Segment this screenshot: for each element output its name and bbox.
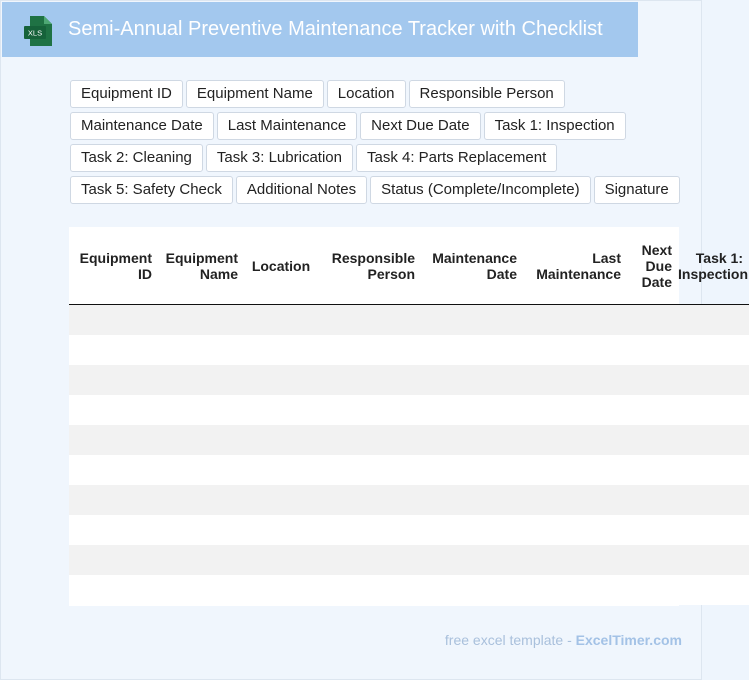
table-cell[interactable] <box>523 575 627 605</box>
table-cell[interactable] <box>158 485 244 515</box>
table-row <box>69 365 749 395</box>
table-cell[interactable] <box>421 485 523 515</box>
table-cell[interactable] <box>421 335 523 365</box>
table-row <box>69 305 749 336</box>
table-cell[interactable] <box>421 395 523 425</box>
field-chip: Next Due Date <box>360 112 480 140</box>
page-title: Semi-Annual Preventive Maintenance Tracker with Checklist <box>68 18 603 40</box>
table-cell[interactable] <box>324 485 421 515</box>
table-cell[interactable] <box>69 365 158 395</box>
table-cell[interactable] <box>158 365 244 395</box>
field-chip: Task 1: Inspection <box>484 112 626 140</box>
table-cell[interactable] <box>69 455 158 485</box>
table-cell[interactable] <box>678 545 749 575</box>
footer-brand-link[interactable]: ExcelTimer.com <box>575 632 682 648</box>
table-cell[interactable] <box>244 335 324 365</box>
table-cell[interactable] <box>627 335 678 365</box>
table-cell[interactable] <box>627 365 678 395</box>
table-cell[interactable] <box>244 455 324 485</box>
table-cell[interactable] <box>158 395 244 425</box>
table-cell[interactable] <box>324 335 421 365</box>
table-cell[interactable] <box>324 575 421 605</box>
column-header: Next Due Date <box>627 227 678 305</box>
field-chip: Signature <box>594 176 680 204</box>
table-cell[interactable] <box>627 305 678 336</box>
table-cell[interactable] <box>69 395 158 425</box>
table-cell[interactable] <box>69 485 158 515</box>
table-cell[interactable] <box>158 545 244 575</box>
table-row <box>69 335 749 365</box>
table-cell[interactable] <box>158 515 244 545</box>
field-chip: Task 3: Lubrication <box>206 144 353 172</box>
table-cell[interactable] <box>678 455 749 485</box>
table-cell[interactable] <box>244 515 324 545</box>
table-row <box>69 455 749 485</box>
table-cell[interactable] <box>158 335 244 365</box>
table-cell[interactable] <box>158 305 244 336</box>
table-cell[interactable] <box>244 305 324 336</box>
table-cell[interactable] <box>678 425 749 455</box>
table-cell[interactable] <box>523 395 627 425</box>
footer-credit <box>1 632 682 648</box>
table-cell[interactable] <box>158 425 244 455</box>
table-cell[interactable] <box>627 485 678 515</box>
table-cell[interactable] <box>244 545 324 575</box>
table-cell[interactable] <box>324 305 421 336</box>
table-body <box>69 305 749 606</box>
table-cell[interactable] <box>627 395 678 425</box>
table-cell[interactable] <box>324 455 421 485</box>
table-cell[interactable] <box>421 425 523 455</box>
tracker-table <box>69 227 749 605</box>
table-cell[interactable] <box>627 575 678 605</box>
table-row <box>69 515 749 545</box>
table-cell[interactable] <box>421 455 523 485</box>
title-banner <box>2 2 638 57</box>
field-chip: Task 5: Safety Check <box>70 176 233 204</box>
table-cell[interactable] <box>678 515 749 545</box>
table-cell[interactable] <box>421 305 523 336</box>
field-chip: Task 2: Cleaning <box>70 144 203 172</box>
field-chip: Task 4: Parts Replacement <box>356 144 557 172</box>
table-cell[interactable] <box>523 335 627 365</box>
table-cell[interactable] <box>523 485 627 515</box>
excel-file-icon <box>24 16 52 46</box>
table-cell[interactable] <box>69 575 158 605</box>
table-row <box>69 395 749 425</box>
table-cell[interactable] <box>69 335 158 365</box>
excel-icon-label: XLS <box>27 28 43 38</box>
table-cell[interactable] <box>678 365 749 395</box>
tracker-table-container <box>69 227 749 606</box>
table-cell[interactable] <box>627 425 678 455</box>
table-cell[interactable] <box>678 305 749 336</box>
table-cell[interactable] <box>523 425 627 455</box>
field-chip: Equipment ID <box>70 80 183 108</box>
table-cell[interactable] <box>244 425 324 455</box>
table-row <box>69 575 749 605</box>
table-cell[interactable] <box>523 305 627 336</box>
table-cell[interactable] <box>523 515 627 545</box>
column-header: Last Maintenance <box>523 227 627 305</box>
table-row <box>69 485 749 515</box>
table-header-row <box>69 227 749 305</box>
table-cell[interactable] <box>678 575 749 605</box>
table-cell[interactable] <box>627 545 678 575</box>
table-cell[interactable] <box>69 515 158 545</box>
table-cell[interactable] <box>627 515 678 545</box>
column-header: Equipment Name <box>158 227 244 305</box>
table-cell[interactable] <box>244 365 324 395</box>
table-row <box>69 545 749 575</box>
table-cell[interactable] <box>324 515 421 545</box>
field-chip: Location <box>327 80 406 108</box>
table-cell[interactable] <box>421 365 523 395</box>
table-cell[interactable] <box>678 335 749 365</box>
table-cell[interactable] <box>69 305 158 336</box>
table-cell[interactable] <box>324 395 421 425</box>
table-cell[interactable] <box>324 365 421 395</box>
field-chip-list <box>70 80 682 204</box>
table-cell[interactable] <box>244 395 324 425</box>
table-cell[interactable] <box>324 545 421 575</box>
table-cell[interactable] <box>69 545 158 575</box>
table-cell[interactable] <box>678 485 749 515</box>
column-header: Responsible Person <box>324 227 421 305</box>
table-cell[interactable] <box>324 425 421 455</box>
column-header: Location <box>244 227 324 305</box>
column-header: Equipment ID <box>69 227 158 305</box>
table-cell[interactable] <box>69 425 158 455</box>
column-header: Maintenance Date <box>421 227 523 305</box>
field-chip: Additional Notes <box>236 176 367 204</box>
table-cell[interactable] <box>523 545 627 575</box>
field-chip: Equipment Name <box>186 80 324 108</box>
table-cell[interactable] <box>678 395 749 425</box>
field-chip: Last Maintenance <box>217 112 357 140</box>
table-cell[interactable] <box>158 575 244 605</box>
table-cell[interactable] <box>523 365 627 395</box>
table-cell[interactable] <box>627 455 678 485</box>
table-cell[interactable] <box>421 515 523 545</box>
table-cell[interactable] <box>523 455 627 485</box>
table-cell[interactable] <box>421 545 523 575</box>
table-row <box>69 425 749 455</box>
table-cell[interactable] <box>244 485 324 515</box>
column-header: Task 1: Inspection <box>678 227 749 305</box>
footer-prefix: free excel template - <box>444 632 572 648</box>
field-chip: Maintenance Date <box>70 112 214 140</box>
field-chip: Responsible Person <box>409 80 565 108</box>
field-chip: Status (Complete/Incomplete) <box>370 176 590 204</box>
table-cell[interactable] <box>421 575 523 605</box>
table-cell[interactable] <box>158 455 244 485</box>
table-cell[interactable] <box>244 575 324 605</box>
